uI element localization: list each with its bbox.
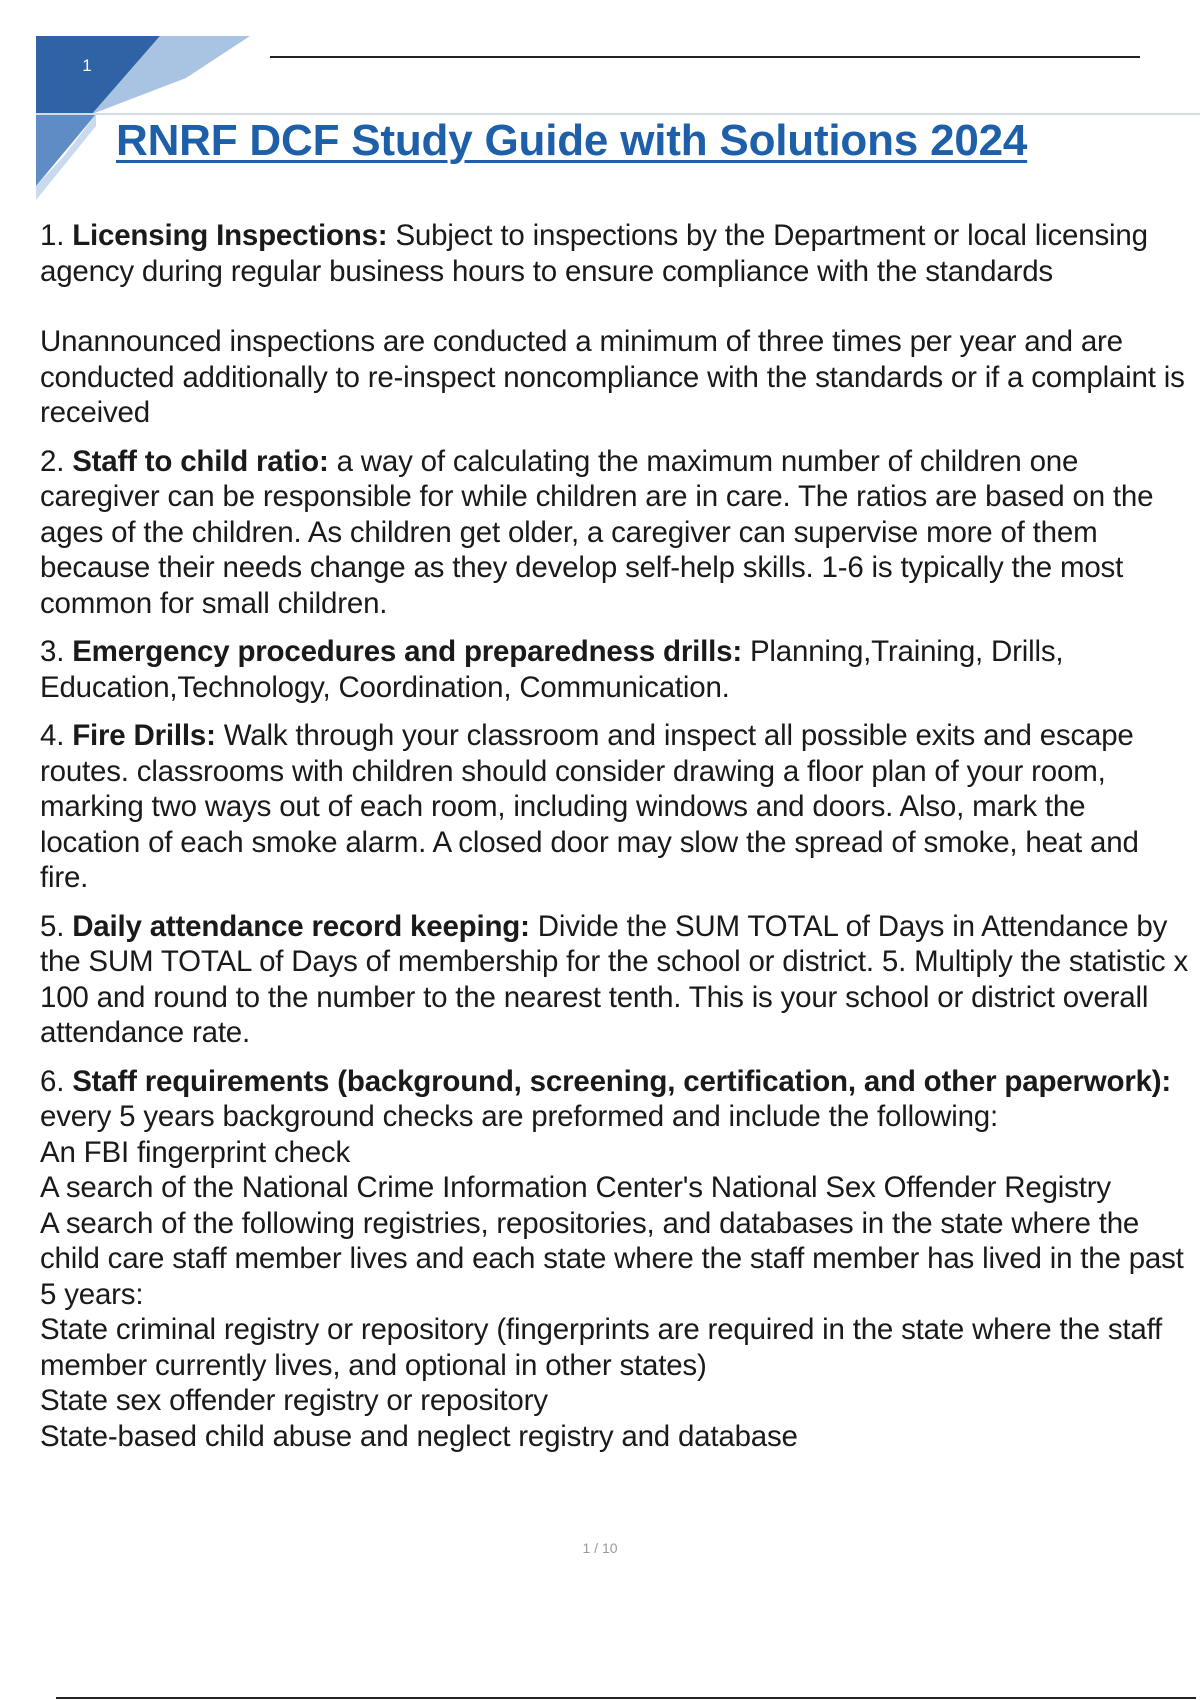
entry-staff-requirements	[40, 1064, 1192, 1455]
entry-term: Daily attendance record keeping:	[72, 909, 530, 943]
entry-term: Emergency procedures and preparedness drills:	[72, 635, 742, 668]
entry-line: A search of the following registries, repositories, and databases in the state where the child care staff member lives and each state where the staff member has lived in the past 5 years:	[40, 1206, 1184, 1311]
page-indicator: 1 / 10	[582, 1540, 618, 1556]
entry-line: A search of the National Crime Information Center's National Sex Offender Registry	[40, 1171, 1111, 1204]
header-rule	[270, 56, 1140, 58]
study-guide-content	[40, 218, 1192, 1467]
entry-term: Staff requirements (background, screening, certification, and other paperwork):	[72, 1064, 1172, 1098]
entry-line: State-based child abuse and neglect registry and database	[40, 1419, 798, 1453]
entry-line: State criminal registry or repository (fingerprints are required in the state where the staff member currently lives, and optional in other states)	[40, 1313, 1163, 1382]
entry-number: 1.	[40, 219, 65, 252]
entry-emergency-procedures	[40, 634, 1192, 705]
entry-staff-to-child-ratio	[40, 444, 1192, 622]
entry-daily-attendance	[40, 909, 1192, 1051]
entry-term: Staff to child ratio:	[72, 444, 329, 478]
footer-rule	[56, 1697, 1196, 1699]
entry-extra-text: Unannounced inspections are conducted a minimum of three times per year and are conducted additionally to re-inspect noncompliance with the standards or if a complaint is received	[40, 325, 1185, 429]
entry-number: 4.	[40, 719, 65, 752]
entry-text: Planning,Training, Drills, Education,Technology, Coordination, Communication.	[40, 635, 1064, 704]
entry-text: Subject to inspections by the Department or local licensing agency during regular business hours to ensure compliance with the standards	[40, 219, 1148, 288]
entry-licensing-inspections	[40, 218, 1192, 431]
entry-line: State sex offender registry or repository	[40, 1384, 548, 1417]
document-title: RNRF DCF Study Guide with Solutions 2024	[116, 116, 1028, 165]
entry-text: Walk through your classroom and inspect all possible exits and escape routes. classrooms with children should consider drawing a floor plan of your room, marking two ways out of each room, including windows and doors. Also, mark the location of each smoke alarm. A closed door may slow the spread of smoke, heat and fire.	[40, 719, 1139, 894]
entry-term: Licensing Inspections:	[72, 219, 388, 252]
entry-number: 2.	[40, 444, 65, 478]
header-divider	[36, 113, 1200, 115]
entry-number: 3.	[40, 635, 65, 668]
entry-text: a way of calculating the maximum number of children one caregiver can be responsible for while children are in care. The ratios are based on the ages of the children. As children get older, a caregiver can supervise more of them because their needs change as they develop self-help skills. 1-6 is typically the most common for small children.	[40, 444, 1154, 620]
entry-term: Fire Drills:	[72, 719, 216, 752]
entry-text: Divide the SUM TOTAL of Days in Attendance by the SUM TOTAL of Days of membership for the school or district. 5. Multiply the statistic x 100 and round to the number to the nearest tenth. This is your school or district overall attendance rate.	[40, 909, 1189, 1049]
entry-number: 5.	[40, 909, 65, 943]
page-number: 1	[82, 56, 92, 75]
entry-text: every 5 years background checks are preformed and include the following:	[40, 1100, 999, 1133]
entry-line: An FBI fingerprint check	[40, 1135, 351, 1169]
entry-fire-drills	[40, 718, 1192, 896]
entry-number: 6.	[40, 1064, 65, 1098]
